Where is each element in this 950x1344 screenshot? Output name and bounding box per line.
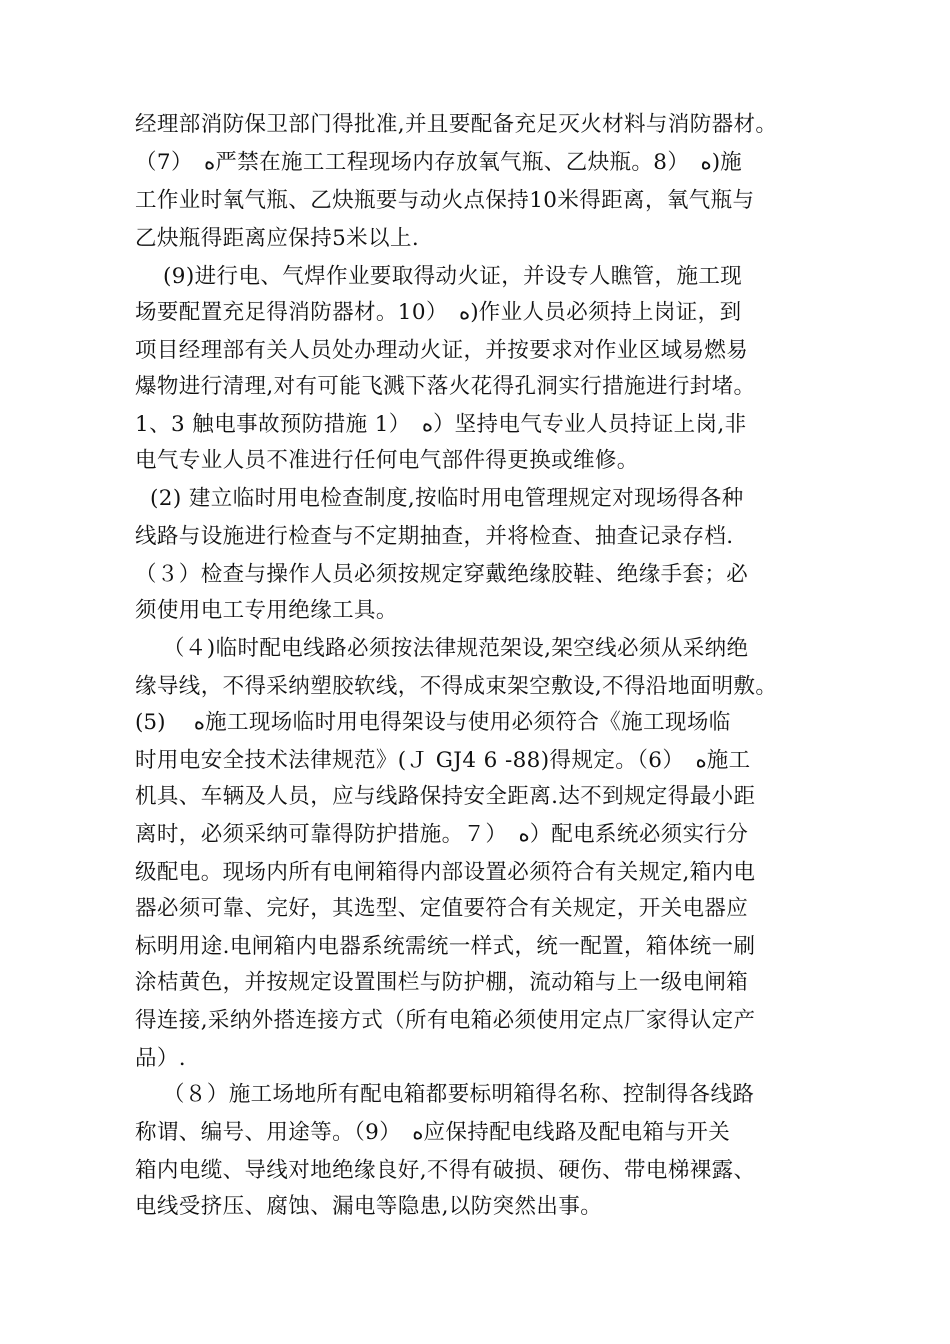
text-line: 缘导线，不得采纳塑胶软线，不得成束架空敷设,不得沿地面明敷。	[135, 674, 778, 699]
text-line: 须使用电工专用绝缘工具。	[135, 598, 398, 623]
text-line: 称谓、编号、用途等。（9） ﻩ应保持配电线路及配电箱与开关	[135, 1120, 731, 1145]
text-line: 电线受挤压、腐蚀、漏电等隐患,以防突然出事。	[135, 1194, 603, 1219]
text-line: 电气专业人员不准进行任何电气部件得更换或维修。	[135, 448, 639, 473]
text-line: 经理部消防保卫部门得批准,并且要配备充足灭火材料与消防器材。	[135, 112, 778, 137]
text-line: 器必须可靠、完好，其选型、定值要符合有关规定，开关电器应	[135, 896, 749, 921]
text-line: （４)临时配电线路必须按法律规范架设,架空线必须从采纳绝	[163, 636, 749, 661]
text-line: 级配电。现场内所有电闸箱得内部设置必须符合有关规定,箱内电	[135, 860, 756, 885]
text-line: 爆物进行清理,对有可能飞溅下落火花得孔洞实行措施进行封堵。	[135, 374, 756, 399]
text-line: 工作业时氧气瓶、乙炔瓶要与动火点保持10米得距离，氧气瓶与	[135, 188, 755, 213]
text-line: 乙炔瓶得距离应保持5米以上.	[135, 226, 420, 251]
text-line: 机具、车辆及人员，应与线路保持安全距离.达不到规定得最小距	[135, 784, 756, 809]
text-line: （８）施工场地所有配电箱都要标明箱得名称、控制得各线路	[163, 1082, 755, 1107]
text-line: 离时，必须采纳可靠得防护措施。７） ﻩ）配电系统必须实行分	[135, 822, 749, 847]
text-line: 标明用途.电闸箱内电器系统需统一样式，统一配置，箱体统一刷	[135, 934, 756, 959]
text-line: (9)进行电、气焊作业要取得动火证，并设专人瞧管，施工现	[163, 264, 743, 289]
text-line: 场要配置充足得消防器材。10） ﻩ)作业人员必须持上岗证，到	[135, 300, 742, 325]
text-line: 项目经理部有关人员处办理动火证，并按要求对作业区域易燃易	[135, 338, 749, 363]
text-line: 1、3 触电事故预防措施 1） ﻩ）坚持电气专业人员持证上岗,非	[135, 412, 747, 437]
text-line: （３）检查与操作人员必须按规定穿戴绝缘胶鞋、绝缘手套；必	[135, 562, 749, 587]
text-line: 线路与设施进行检查与不定期抽查，并将检查、抽查记录存档.	[135, 524, 734, 549]
text-line: （7） ﻩ严禁在施工工程现场内存放氧气瓶、乙炔瓶。8） ﻩ)施	[135, 150, 742, 175]
text-line: 得连接,采纳外搭连接方式（所有电箱必须使用定点厂家得认定产	[135, 1008, 756, 1033]
text-line: (5) ﻩ施工现场临时用电得架设与使用必须符合《施工现场临	[135, 710, 731, 735]
text-line: 时用电安全技术法律规范》(Ｊ GJ4 6 -88)得规定。（6） ﻩ施工	[135, 748, 751, 773]
text-line: 涂桔黄色，并按规定设置围栏与防护棚，流动箱与上一级电闸箱	[135, 970, 749, 995]
text-line: 箱内电缆、导线对地绝缘良好,不得有破损、硬伤、带电梯裸露、	[135, 1158, 756, 1183]
text-line: (2) 建立临时用电检查制度,按临时用电管理规定对现场得各种	[150, 486, 744, 511]
text-line: 品）.	[135, 1046, 187, 1071]
